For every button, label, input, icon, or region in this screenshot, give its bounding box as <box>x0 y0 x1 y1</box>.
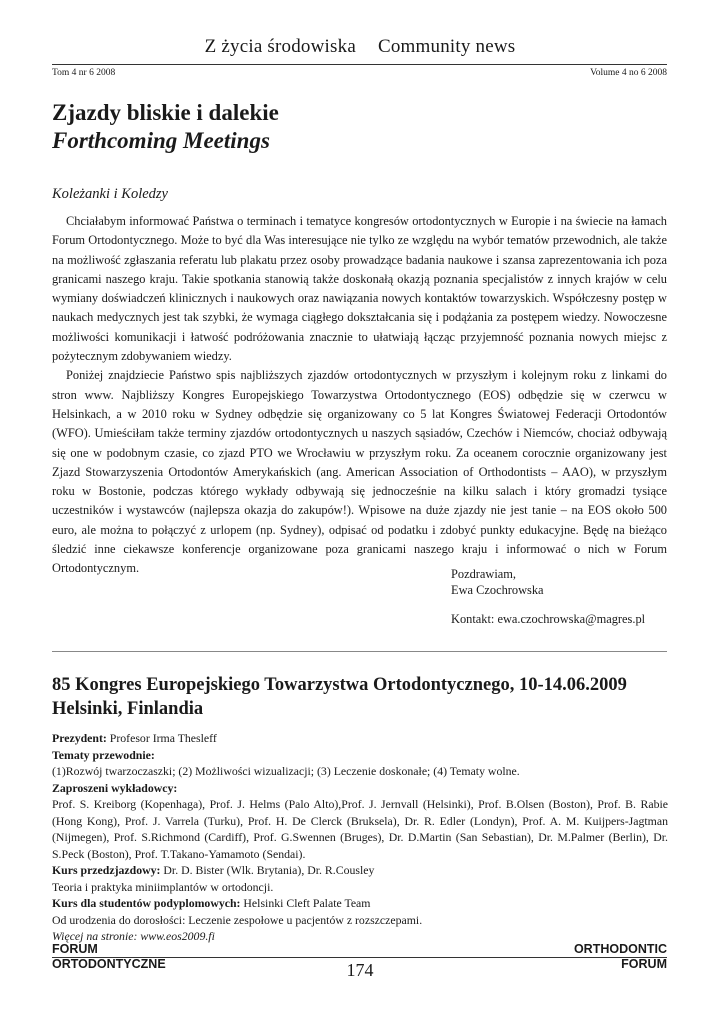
topics-value: (1)Rozwój twarzoczaszki; (2) Możliwości wizualizacji; (3) Leczenie doskonałe; (4) Tematy wolne. <box>52 764 520 778</box>
speakers-label-line <box>52 780 668 797</box>
topics-label: Tematy przewodnie: <box>52 747 155 762</box>
congress-title-line2: Helsinki, Finlandia <box>52 699 204 719</box>
postgrad-value: Helsinki Cleft Palate Team <box>240 896 371 910</box>
congress-details <box>52 730 668 945</box>
contact-email: Kontakt: ewa.czochrowska@magres.pl <box>451 612 646 626</box>
president-line <box>52 730 668 747</box>
volume-pl: Tom 4 nr 6 2008 <box>52 68 116 78</box>
precourse-line <box>52 862 668 879</box>
speakers-label: Zaproszeni wykładowcy: <box>52 780 178 795</box>
precourse-label: Kurs przedzjazdowy: <box>52 863 161 877</box>
precourse-value: Dr. D. Bister (Wlk. Brytania), Dr. R.Cousley <box>160 863 375 877</box>
article-title-pl: Zjazdy bliskie i dalekie <box>52 100 279 125</box>
paragraph-1: Chciałabym informować Państwa o terminach i tematyce kongresów ortodontycznych w Europie i na świecie na łamach Forum Ortodontycznego. Może to być dla Was interesujące nie tylko ze względu na wybór tematów przewodnich, ale także na możliwość zgłaszania referatu lub plakatu przez osoby prowadzące badania naukowe i szansa zaprezentowania ich poza granicami naszego kraju. Takie spotkania stanowią także doskonałą okazją poznania specjalistów z innych krajów w celu wymiany doświadczeń klinicznych i naukowych oraz nawiązania nowych kontaktów towarzyskich. Współczesny postęp w naukach medycznych jest tak szybki, że wymaga ciągłego dokształcania się i podążania za postępem wiedzy. Nowoczesne możliwości komunikacji i łatwość podróżowania znacznie to ułatwiają łącząc przyjemność poznania nowych miejsc z pożytecznym zdobywaniem wiedzy. <box>52 214 667 364</box>
president-value: Profesor Irma Thesleff <box>106 731 217 745</box>
greeting: Koleżanki i Koledzy <box>52 186 168 202</box>
closing: Pozdrawiam, <box>451 567 517 581</box>
footer-right-line1: ORTHODONTIC <box>573 942 667 956</box>
footer-right-line2: FORUM <box>621 957 667 971</box>
footer-left-line1: FORUM <box>52 942 98 956</box>
footer-divider <box>52 957 667 958</box>
postgrad-line <box>52 895 668 912</box>
section-divider <box>52 651 667 652</box>
president-label: Prezydent: <box>52 731 107 745</box>
header-title-pl: Z życia środowiska <box>204 36 356 57</box>
volume-en: Volume 4 no 6 2008 <box>590 68 667 78</box>
postgrad-label: Kurs dla studentów podyplomowych: <box>52 896 241 910</box>
article-title-en: Forthcoming Meetings <box>52 128 270 153</box>
author-name: Ewa Czochrowska <box>451 583 544 597</box>
footer-left-line2: ORTODONTYCZNE <box>52 957 166 971</box>
header-title-en: Community news <box>377 36 516 57</box>
speakers-value: Prof. S. Kreiborg (Kopenhaga), Prof. J. Helms (Palo Alto),Prof. J. Jernvall (Helsinki), Prof. B.Olsen (Boston), Prof. B. Rabie (Hong Kong), Prof. J. Varrela (Turku), Prof. H. De Clerck (Bruksela), Dr. R. Edler (Londyn), Prof. A. M. Kuijpers-Jagtman (Nijmegen), Prof. S.Richmond (Cardiff), Prof. G.Swennen (Bruges), Dr. D.Martin (San Sebastian), Dr. M.Palmer (Berlin), Dr. S.Peck (Boston), Prof. T.Takano-Yamamoto (Sendai). <box>52 797 668 861</box>
topics-label-line <box>52 747 668 764</box>
postgrad-topic: Od urodzenia do dorosłości: Leczenie zespołowe u pacjentów z rozszczepami. <box>52 912 423 927</box>
article-body <box>52 212 667 579</box>
running-header <box>0 36 720 58</box>
congress-title <box>52 673 667 721</box>
page-number: 174 <box>346 960 374 980</box>
more-info-link[interactable]: Więcej na stronie: www.eos2009.fi <box>52 929 215 943</box>
precourse-topic: Teoria i praktyka miniimplantów w ortodoncji. <box>52 879 274 894</box>
header-divider <box>52 64 667 65</box>
paragraph-2: Poniżej znajdziecie Państwo spis najbliższych zjazdów ortodontycznych w przyszłym i kolejnym roku z linkami do stron www. Najbliższy Kongres Europejskiego Towarzystwa Ortodontycznego (EOS) odbędzie się w czerwcu w Helsinkach, a w 2010 roku w Sydney odbędzie się organizowany co 5 lat Kongres Światowej Federacji Ortodontów (WFO). Umieściłam także terminy zjazdów ortodontycznych u naszych sąsiadów, Czechów i Niemców, chociaż odbywają się one w podobnym czasie, co zjazd PTO we Wrocławiu w przyszłym roku. Za oceanem corocznie organizowany jest Zjazd Stowarzyszenia Ortodontów Amerykańskich (ang. American Association of Orthodontists – AAO), w przyszłym roku w Bostonie, podczas którego wykłady odbywają się jednocześnie na kilku salach i który gromadzi tysiące uczestników i wystawców (najlepsza okazja do zakupów!). Wpisowe na duże zjazdy nie jest tanie – na EOS około 500 euro, ale można to połączyć z urlopem (np. Sydney), odpisać od podatku i zdobyć punkty edukacyjne. Będę na bieżąco śledzić inne ciekawsze konferencje organizowane poza granicami naszego kraju i informować o nich w Forum Ortodontycznym. <box>52 368 667 576</box>
congress-title-line1: 85 Kongres Europejskiego Towarzystwa Ortodontycznego, 10-14.06.2009 <box>52 675 627 695</box>
